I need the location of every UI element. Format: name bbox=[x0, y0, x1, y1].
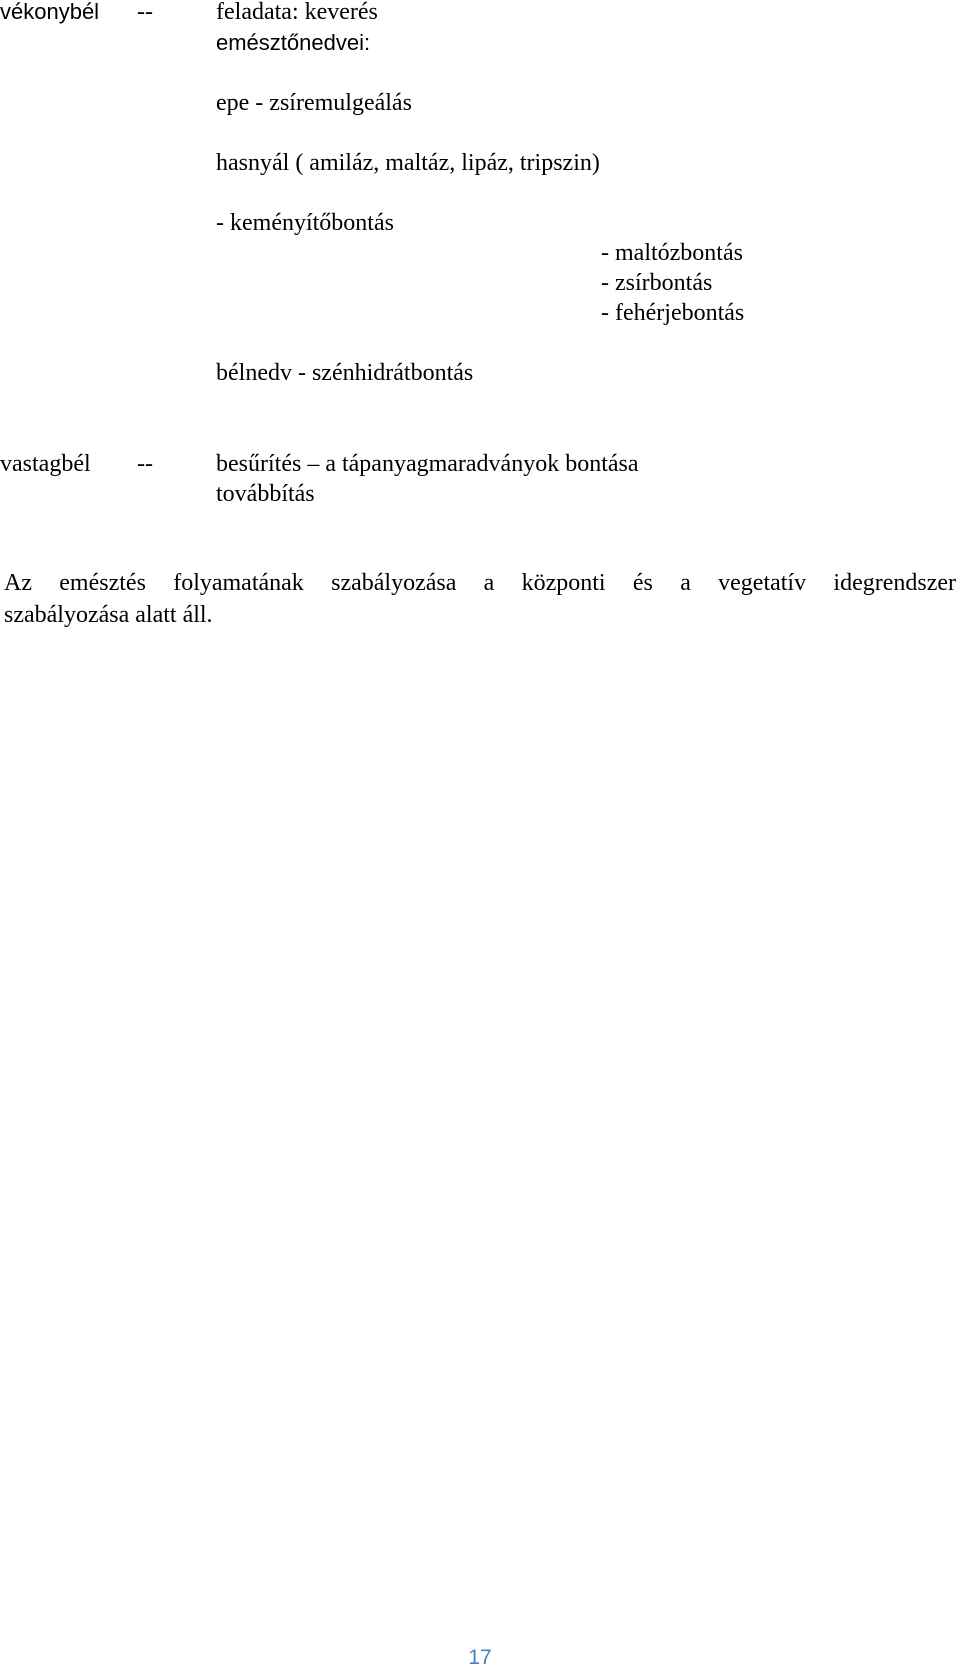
paragraph-line-2: szabályozása alatt áll. bbox=[4, 602, 213, 628]
juices-heading: emésztőnedvei: bbox=[216, 30, 371, 55]
protein-breakdown: - fehérjebontás bbox=[601, 300, 745, 326]
pancreatic-juice-line: hasnyál ( amiláz, maltáz, lipáz, tripszin) bbox=[216, 150, 600, 176]
page-number: 17 bbox=[468, 1646, 492, 1669]
maltose-breakdown: - maltózbontás bbox=[601, 240, 743, 266]
intestinal-juice-line: bélnedv - szénhidrátbontás bbox=[216, 360, 474, 386]
fat-breakdown: - zsírbontás bbox=[601, 270, 713, 296]
vastagbel-term: vastagbél bbox=[0, 451, 91, 477]
vekonybel-dash: -- bbox=[137, 0, 153, 25]
vekonybel-task: feladata: keverés bbox=[216, 0, 378, 25]
vastagbel-function-1: besűrítés – a tápanyagmaradványok bontása bbox=[216, 451, 639, 477]
vastagbel-function-2: továbbítás bbox=[216, 481, 315, 507]
paragraph-line-1: Az emésztés folyamatának szabályozása a központi és a vegetatív idegrendszer bbox=[4, 570, 956, 596]
regulation-paragraph bbox=[4, 567, 956, 631]
vastagbel-dash: -- bbox=[137, 451, 153, 477]
starch-breakdown: - keményítőbontás bbox=[216, 210, 394, 236]
bile-line: epe - zsíremulgeálás bbox=[216, 90, 412, 116]
vekonybel-term: vékonybél bbox=[0, 0, 100, 24]
